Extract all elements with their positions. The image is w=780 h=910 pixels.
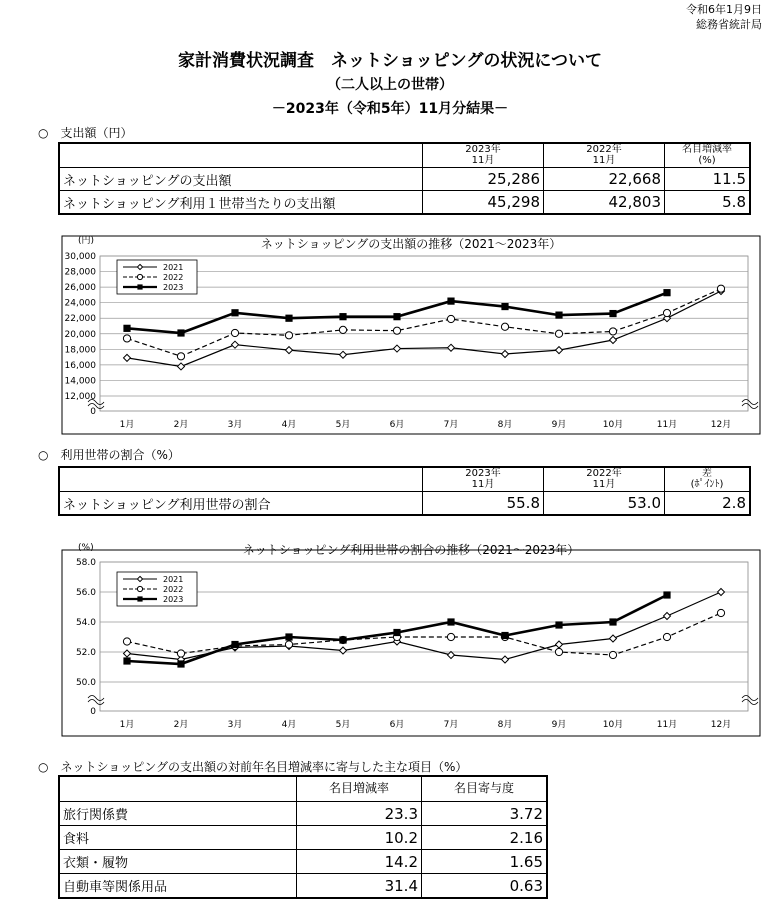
legend-label: 2021	[163, 575, 184, 584]
cell-rate: 10.2	[297, 826, 422, 850]
row-label: ネットショッピングの支出額	[59, 168, 423, 191]
y-axis-unit: (円)	[78, 236, 95, 246]
expenditure-table	[58, 142, 751, 215]
x-tick-label: 5月	[335, 420, 351, 430]
x-tick-label: 4月	[281, 420, 297, 430]
cell-contrib: 3.72	[422, 802, 548, 826]
data-point-2022	[447, 315, 454, 322]
data-point-2023	[285, 633, 292, 640]
x-tick-label: 7月	[443, 420, 459, 430]
data-point-2023	[339, 636, 346, 643]
x-tick-label: 8月	[497, 420, 513, 430]
data-point-2023	[555, 621, 562, 628]
data-point-2023	[339, 313, 346, 320]
y-tick-label: 30,000	[64, 252, 96, 262]
col-2023: 2023年 11月	[423, 143, 544, 168]
x-tick-label: 6月	[389, 420, 405, 430]
col-2022: 2022年 11月	[544, 467, 665, 492]
contribution-table	[58, 775, 548, 899]
y-tick-label: 58.0	[75, 558, 96, 568]
data-point-2022	[285, 641, 292, 648]
data-point-2022	[663, 309, 670, 316]
y-axis-unit: (%)	[78, 543, 94, 553]
data-point-2022	[555, 648, 562, 655]
row-label: ネットショッピング利用１世帯当たりの支出額	[59, 191, 423, 215]
data-point-2023	[123, 657, 130, 664]
legend-marker-2022	[137, 586, 142, 591]
x-tick-label: 9月	[551, 720, 567, 730]
data-point-2023	[231, 641, 238, 648]
cell-rate: 14.2	[297, 850, 422, 874]
cell-2023: 45,298	[423, 191, 544, 215]
page-period: －2023年（令和5年）11月分結果－	[271, 101, 509, 117]
section-expenditure-label: ○ 支出額（円）	[38, 126, 133, 140]
data-point-2022	[177, 353, 184, 360]
x-tick-label: 9月	[551, 420, 567, 430]
x-tick-label: 12月	[710, 420, 732, 430]
row-label: 旅行関係費	[59, 802, 297, 826]
cell-2023: 55.8	[423, 492, 544, 516]
x-tick-label: 2月	[173, 720, 189, 730]
data-point-2023	[393, 629, 400, 636]
y-tick-label: 20,000	[64, 329, 96, 340]
x-tick-label: 3月	[227, 420, 243, 430]
chart-title: ネットショッピングの支出額の推移（2021～2023年）	[260, 237, 562, 251]
data-point-2022	[393, 327, 400, 334]
data-point-2022	[609, 328, 616, 335]
x-tick-label: 1月	[119, 420, 135, 430]
legend-marker-2022	[137, 274, 142, 279]
legend-label: 2021	[163, 263, 184, 272]
y-tick-label: 16,000	[64, 360, 96, 371]
cell-change: 5.8	[665, 191, 751, 215]
y-tick-label: 22,000	[64, 314, 96, 325]
data-point-2022	[717, 285, 724, 292]
y-tick-label: 0	[90, 707, 96, 717]
chart-title: ネットショッピング利用世帯の割合の推移（2021～2023年）	[242, 543, 580, 557]
data-point-2022	[663, 633, 670, 640]
table-row	[59, 802, 547, 826]
x-tick-label: 2月	[173, 420, 189, 430]
legend-marker-2023	[137, 596, 142, 601]
table-row	[59, 850, 547, 874]
row-label: 食料	[59, 826, 297, 850]
agency-name: 総務省統計局	[696, 18, 762, 31]
data-point-2022	[285, 332, 292, 339]
data-point-2022	[231, 329, 238, 336]
section-usage-label: ○ 利用世帯の割合（%）	[38, 448, 180, 462]
col-change: 名目増減率 (%)	[665, 143, 751, 168]
usage-table	[58, 466, 751, 516]
cell-rate: 31.4	[297, 874, 422, 899]
data-point-2023	[663, 591, 670, 598]
data-point-2022	[177, 650, 184, 657]
legend-label: 2022	[163, 585, 184, 594]
data-point-2023	[555, 312, 562, 319]
x-tick-label: 10月	[602, 420, 624, 430]
data-point-2023	[501, 303, 508, 310]
legend-label: 2022	[163, 273, 184, 282]
data-point-2023	[501, 632, 508, 639]
data-point-2023	[609, 310, 616, 317]
cell-diff: 2.8	[665, 492, 751, 516]
x-tick-label: 12月	[710, 720, 732, 730]
y-tick-label: 56.0	[75, 588, 96, 598]
data-point-2023	[285, 315, 292, 322]
data-point-2022	[123, 638, 130, 645]
table-row	[59, 874, 547, 899]
row-label: ネットショッピング利用世帯の割合	[59, 492, 423, 516]
data-point-2023	[609, 618, 616, 625]
x-tick-label: 4月	[281, 720, 297, 730]
page-title: 家計消費状況調査 ネットショッピングの状況について	[178, 51, 602, 71]
expenditure-line-chart	[0, 228, 780, 438]
data-point-2023	[393, 313, 400, 320]
x-tick-label: 3月	[227, 720, 243, 730]
col-2022: 2022年 11月	[544, 143, 665, 168]
data-point-2023	[177, 660, 184, 667]
row-label: 衣類・履物	[59, 850, 297, 874]
y-tick-label: 54.0	[75, 618, 96, 628]
data-point-2023	[447, 618, 454, 625]
table-row	[59, 826, 547, 850]
col-contrib: 名目寄与度	[422, 776, 548, 802]
section-contribution-label: ○ ネットショッピングの支出額の対前年名目増減率に寄与した主な項目（%）	[38, 760, 468, 774]
legend-label: 2023	[163, 595, 184, 604]
x-tick-label: 7月	[443, 720, 459, 730]
y-tick-label: 26,000	[64, 283, 96, 294]
y-tick-label: 0	[90, 407, 96, 417]
data-point-2022	[123, 335, 130, 342]
data-point-2022	[717, 609, 724, 616]
cell-contrib: 2.16	[422, 826, 548, 850]
cell-2022: 22,668	[544, 168, 665, 191]
x-tick-label: 8月	[497, 720, 513, 730]
data-point-2023	[177, 329, 184, 336]
cell-contrib: 1.65	[422, 850, 548, 874]
table-row	[59, 492, 750, 516]
y-tick-label: 28,000	[64, 267, 96, 278]
data-point-2023	[231, 309, 238, 316]
data-point-2022	[447, 633, 454, 640]
x-tick-label: 10月	[602, 720, 624, 730]
issue-date: 令和6年1月9日	[686, 3, 762, 16]
y-tick-label: 50.0	[75, 678, 96, 688]
x-tick-label: 11月	[656, 720, 678, 730]
issue-info	[686, 2, 762, 32]
data-point-2022	[501, 323, 508, 330]
x-tick-label: 11月	[656, 420, 678, 430]
col-2023: 2023年 11月	[423, 467, 544, 492]
x-tick-label: 5月	[335, 720, 351, 730]
x-tick-label: 6月	[389, 720, 405, 730]
table-row	[59, 191, 750, 215]
y-tick-label: 12,000	[64, 392, 96, 402]
x-tick-label: 1月	[119, 720, 135, 730]
cell-rate: 23.3	[297, 802, 422, 826]
usage-rate-line-chart	[0, 540, 780, 740]
cell-2023: 25,286	[423, 168, 544, 191]
data-point-2023	[123, 325, 130, 332]
legend-marker-2023	[137, 284, 142, 289]
legend-label: 2023	[163, 283, 184, 292]
col-rate: 名目増減率	[297, 776, 422, 802]
row-label: 自動車等関係用品	[59, 874, 297, 899]
page-subtitle: （二人以上の世帯）	[327, 77, 453, 93]
data-point-2022	[555, 330, 562, 337]
table-row	[59, 168, 750, 191]
y-tick-label: 52.0	[75, 648, 96, 658]
cell-2022: 53.0	[544, 492, 665, 516]
cell-2022: 42,803	[544, 191, 665, 215]
data-point-2023	[663, 289, 670, 296]
y-tick-label: 14,000	[64, 376, 96, 387]
y-tick-label: 24,000	[64, 298, 96, 309]
y-tick-label: 18,000	[64, 345, 96, 356]
data-point-2022	[339, 326, 346, 333]
col-diff: 差 (ﾎﾟｲﾝﾄ)	[665, 467, 751, 492]
cell-change: 11.5	[665, 168, 751, 191]
data-point-2023	[447, 298, 454, 305]
cell-contrib: 0.63	[422, 874, 548, 899]
data-point-2022	[609, 651, 616, 658]
